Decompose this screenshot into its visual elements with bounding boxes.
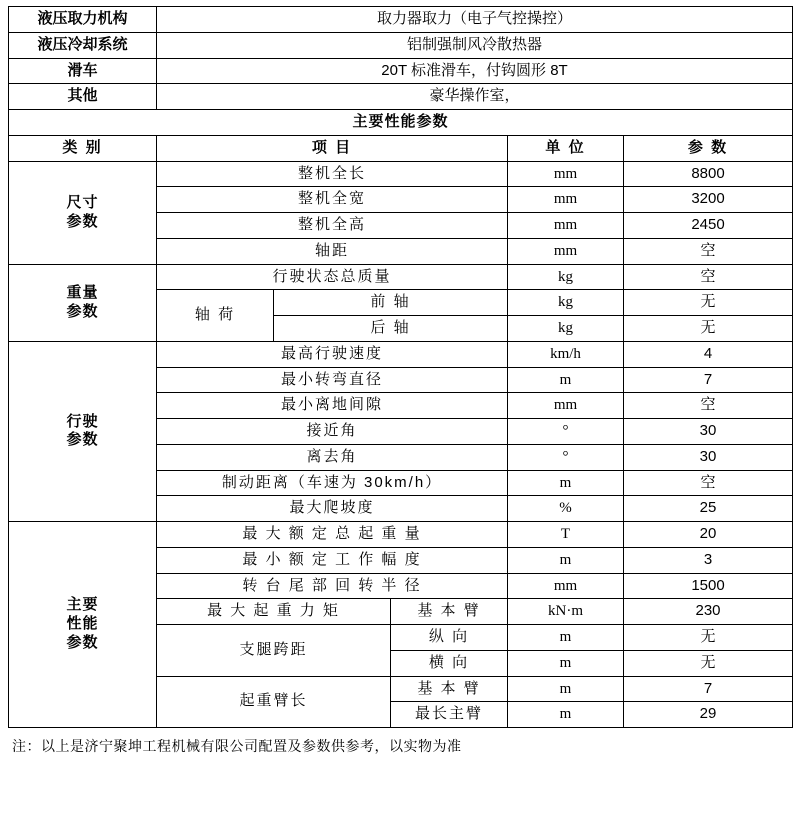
row-item: 支腿跨距 — [157, 625, 391, 677]
row-item: 轴 荷 — [157, 290, 274, 342]
row-item: 整机全高 — [157, 213, 508, 239]
row-value: 3200 — [624, 187, 793, 213]
footer-note: 注：以上是济宁聚坤工程机械有限公司配置及参数供参考，以实物为准 — [12, 738, 462, 754]
column-header-row — [9, 135, 793, 161]
config-value: 20T 标准滑车，付钩圆形 8T — [157, 58, 793, 84]
row-value: 25 — [624, 496, 793, 522]
row-subitem: 横 向 — [391, 650, 508, 676]
row-value: 空 — [624, 393, 793, 419]
config-label: 液压冷却系统 — [9, 32, 157, 58]
row-item: 最小离地间隙 — [157, 393, 508, 419]
row-unit: m — [508, 676, 624, 702]
row-item: 最 小 额 定 工 作 幅 度 — [157, 547, 508, 573]
row-value: 4 — [624, 341, 793, 367]
row-value: 无 — [624, 650, 793, 676]
table-row — [9, 84, 793, 110]
row-unit: mm — [508, 213, 624, 239]
config-value: 铝制强制风冷散热器 — [157, 32, 793, 58]
row-item: 整机全长 — [157, 161, 508, 187]
row-item: 接近角 — [157, 419, 508, 445]
row-unit: T — [508, 522, 624, 548]
row-unit: m — [508, 650, 624, 676]
config-label: 其他 — [9, 84, 157, 110]
row-item: 最 大 起 重 力 矩 — [157, 599, 391, 625]
column-header-value: 参 数 — [624, 135, 793, 161]
row-unit: m — [508, 367, 624, 393]
column-header-item: 项 目 — [157, 135, 508, 161]
row-unit: m — [508, 547, 624, 573]
row-item: 最大爬坡度 — [157, 496, 508, 522]
row-value: 230 — [624, 599, 793, 625]
row-subitem: 基 本 臂 — [391, 676, 508, 702]
row-value: 8800 — [624, 161, 793, 187]
config-value: 豪华操作室， — [157, 84, 793, 110]
row-value: 无 — [624, 316, 793, 342]
row-unit: m — [508, 702, 624, 728]
row-value: 30 — [624, 444, 793, 470]
row-value: 无 — [624, 290, 793, 316]
column-header-category: 类 别 — [9, 135, 157, 161]
row-value: 7 — [624, 367, 793, 393]
row-unit: km/h — [508, 341, 624, 367]
row-value: 3 — [624, 547, 793, 573]
row-value: 20 — [624, 522, 793, 548]
table-row — [9, 7, 793, 33]
row-item: 最小转弯直径 — [157, 367, 508, 393]
row-item: 行驶状态总质量 — [157, 264, 508, 290]
table-row — [9, 264, 793, 290]
row-item: 制动距离（车速为 30km/h） — [157, 470, 508, 496]
row-value: 空 — [624, 238, 793, 264]
config-label: 滑车 — [9, 58, 157, 84]
row-unit: kg — [508, 290, 624, 316]
row-unit: mm — [508, 187, 624, 213]
row-subitem: 纵 向 — [391, 625, 508, 651]
row-item: 最 大 额 定 总 起 重 量 — [157, 522, 508, 548]
row-value: 1500 — [624, 573, 793, 599]
row-unit: m — [508, 470, 624, 496]
table-row — [9, 32, 793, 58]
row-unit: kg — [508, 316, 624, 342]
row-unit: ° — [508, 444, 624, 470]
table-row — [9, 58, 793, 84]
row-unit: mm — [508, 238, 624, 264]
row-value: 2450 — [624, 213, 793, 239]
row-value: 无 — [624, 625, 793, 651]
row-item: 轴距 — [157, 238, 508, 264]
row-unit: mm — [508, 573, 624, 599]
row-value: 29 — [624, 702, 793, 728]
row-category: 重量 参数 — [9, 264, 157, 341]
row-subitem: 前 轴 — [274, 290, 508, 316]
table-row — [9, 341, 793, 367]
section-title: 主要性能参数 — [9, 110, 793, 136]
row-subitem: 后 轴 — [274, 316, 508, 342]
row-value: 7 — [624, 676, 793, 702]
row-item: 整机全宽 — [157, 187, 508, 213]
row-value: 空 — [624, 470, 793, 496]
row-unit: % — [508, 496, 624, 522]
row-unit: ° — [508, 419, 624, 445]
row-unit: kg — [508, 264, 624, 290]
row-subitem: 基 本 臂 — [391, 599, 508, 625]
row-unit: m — [508, 625, 624, 651]
row-category: 主要 性能 参数 — [9, 522, 157, 728]
table-row — [9, 161, 793, 187]
row-unit: mm — [508, 161, 624, 187]
config-label: 液压取力机构 — [9, 7, 157, 33]
section-title-row — [9, 110, 793, 136]
table-row — [9, 522, 793, 548]
specification-table — [8, 6, 793, 728]
row-category: 行驶 参数 — [9, 341, 157, 521]
row-category: 尺寸 参数 — [9, 161, 157, 264]
row-unit: mm — [508, 393, 624, 419]
row-unit: kN·m — [508, 599, 624, 625]
row-item: 转 台 尾 部 回 转 半 径 — [157, 573, 508, 599]
row-subitem: 最长主臂 — [391, 702, 508, 728]
config-value: 取力器取力（电子气控操控） — [157, 7, 793, 33]
row-item: 离去角 — [157, 444, 508, 470]
row-value: 30 — [624, 419, 793, 445]
row-item: 起重臂长 — [157, 676, 391, 728]
row-value: 空 — [624, 264, 793, 290]
column-header-unit: 单 位 — [508, 135, 624, 161]
row-item: 最高行驶速度 — [157, 341, 508, 367]
